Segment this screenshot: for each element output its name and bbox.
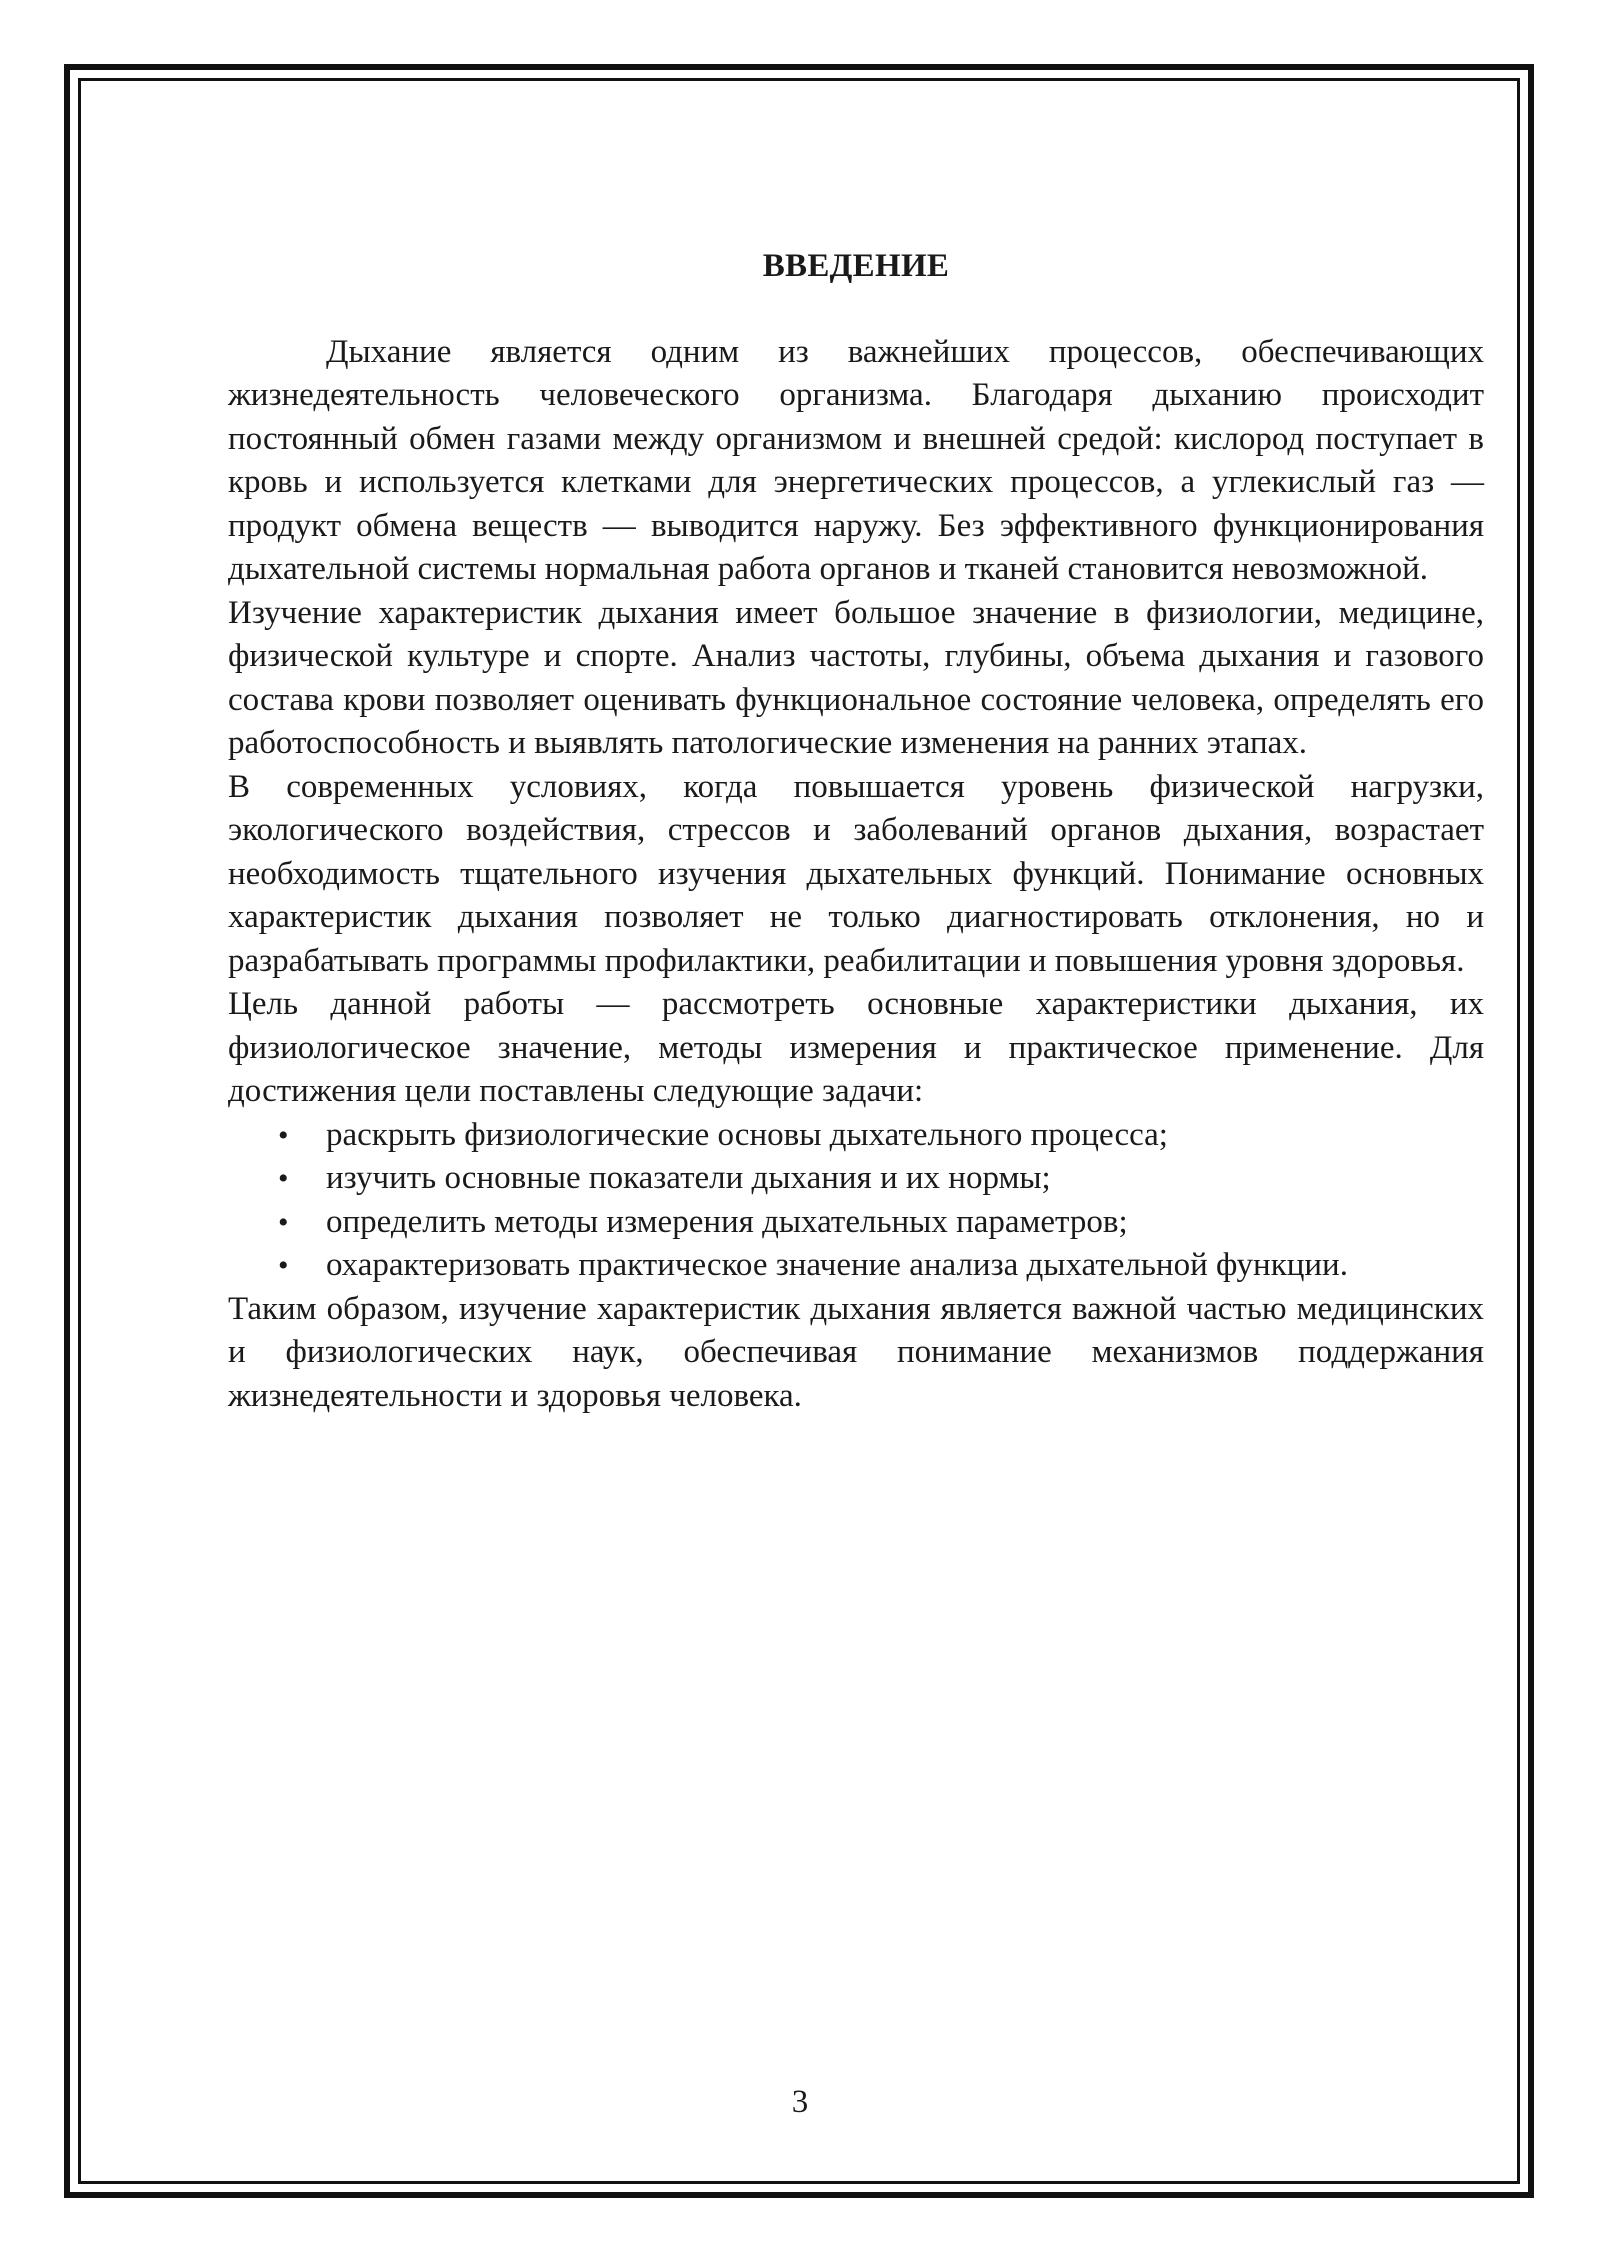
task-text: раскрыть физиологические основы дыхательного процесса; — [326, 1116, 1168, 1153]
list-item — [228, 1244, 1484, 1288]
bullet-icon: • — [278, 1249, 289, 1282]
page-content — [228, 245, 1484, 1418]
section-heading: ВВЕДЕНИЕ — [762, 248, 950, 284]
task-text: изучить основные показатели дыхания и их нормы; — [326, 1160, 1051, 1196]
task-text: определить методы измерения дыхательных параметров; — [326, 1203, 1128, 1240]
intro-paragraph: Дыхание является одним из важнейших процессов, обеспечивающих жизнедеятельность человеческого организма. Благодаря дыханию происходит постоянный обмен газами между организмом и внешней средой: кислород поступает в кровь и используется клетками для энергетических процессов, а углекислый газ — продукт обмена веществ — выводится наружу. Без эффективного функционирования дыхательной системы нормальная работа органов и тканей становится невозможной. — [228, 333, 1484, 587]
page-number: 3 — [791, 2084, 809, 2120]
goal-paragraph: Цель данной работы — рассмотреть основные характеристики дыхания, их физиологическое значение, методы измерения и практическое применение. Для достижения цели поставлены следующие задачи: — [228, 986, 1484, 1109]
list-item — [228, 1201, 1484, 1245]
study-significance-paragraph: Изучение характеристик дыхания имеет большое значение в физиологии, медицине, физической культуре и спорте. Анализ частоты, глубины, объема дыхания и газового состава крови позволяет оценивать функциональное состояние человека, определять его работоспособность и выявлять патологические изменения на ранних этапах. — [228, 594, 1484, 761]
bullet-icon: • — [278, 1118, 289, 1152]
modern-conditions-paragraph: В современных условиях, когда повышается уровень физической нагрузки, экологического воздействия, стрессов и заболеваний органов дыхания, возрастает необходимость тщательного изучения дыхательных функций. Понимание основных характеристик дыхания позволяет не только диагностировать отклонения, но и разрабатывать программы профилактики, реабилитации и повышения уровня здоровья. — [228, 768, 1484, 979]
list-item — [228, 1157, 1484, 1201]
task-list — [228, 1114, 1484, 1288]
bullet-icon: • — [278, 1162, 289, 1195]
conclusion-paragraph: Таким образом, изучение характеристик дыхания является важной частью медицинских и физиологических наук, обеспечивая понимание механизмов поддержания жизнедеятельности и здоровья человека. — [228, 1290, 1484, 1414]
bullet-icon: • — [278, 1205, 289, 1239]
task-text: охарактеризовать практическое значение анализа дыхательной функции. — [326, 1247, 1348, 1283]
list-item — [228, 1114, 1484, 1158]
